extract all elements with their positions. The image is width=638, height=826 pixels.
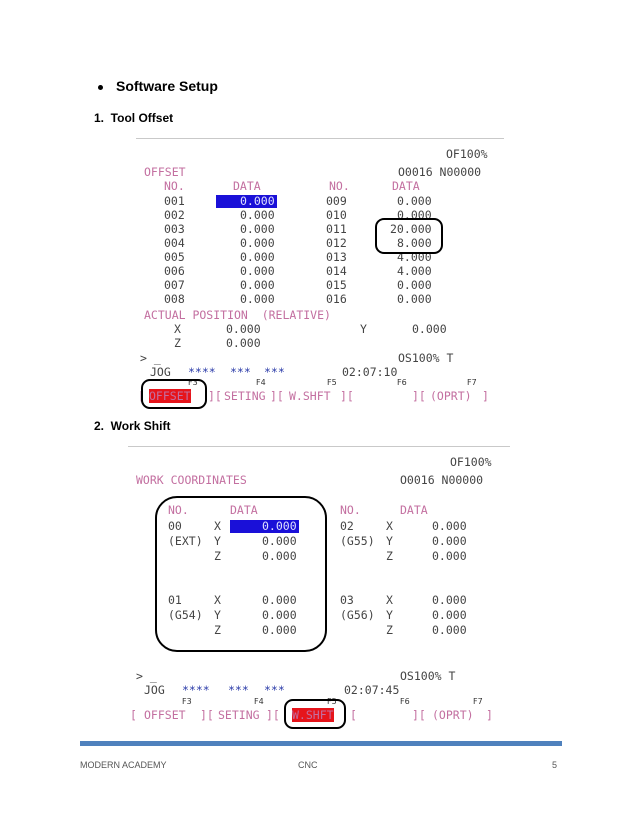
- softkey-seting[interactable]: SETING: [224, 389, 266, 403]
- coord-value[interactable]: 0.000: [262, 549, 297, 563]
- position-value: 0.000: [226, 336, 261, 350]
- row-no: 009: [326, 194, 347, 208]
- softkey-bracket: [: [350, 708, 357, 722]
- row-no: 003: [164, 222, 185, 236]
- page-number: 5: [552, 760, 558, 770]
- coord-number: 01: [168, 593, 182, 607]
- softkey-offset[interactable]: OFFSET: [149, 389, 191, 403]
- fkey-label: F5: [327, 697, 337, 706]
- axis-label: X: [214, 519, 221, 533]
- col-data-2: DATA: [392, 179, 420, 193]
- coord-value[interactable]: 0.000: [432, 608, 467, 622]
- row-no: 014: [326, 264, 347, 278]
- softkey-bracket: ][: [266, 708, 280, 722]
- offset-screen: [136, 138, 506, 404]
- softkey-bracket: ][: [200, 708, 214, 722]
- screen-top-line: [136, 138, 504, 139]
- status-stars: ***: [264, 683, 285, 697]
- subsection-work-shift: 2. Work Shift: [94, 419, 171, 433]
- row-no: 011: [326, 222, 347, 236]
- coord-value[interactable]: 0.000: [432, 623, 467, 637]
- row-no: 004: [164, 236, 185, 250]
- axis-label: Y: [214, 608, 221, 622]
- section-heading: Software Setup: [116, 78, 218, 94]
- softkey-oprt[interactable]: (OPRT): [432, 708, 474, 722]
- row-no: 015: [326, 278, 347, 292]
- fkey-label: F7: [473, 697, 483, 706]
- col-no-2: NO.: [329, 179, 350, 193]
- col-data-2: DATA: [400, 503, 428, 517]
- program-number: O0016 N00000: [398, 165, 482, 179]
- fkey-label: F6: [400, 697, 410, 706]
- fkey-label: F3: [182, 697, 192, 706]
- program-number: O0016 N00000: [400, 473, 484, 487]
- row-no: 016: [326, 292, 347, 306]
- offset-value[interactable]: 0.000: [397, 194, 432, 208]
- row-no: 001: [164, 194, 185, 208]
- fkey-label: F7: [467, 378, 477, 387]
- softkey-seting[interactable]: SETING: [218, 708, 260, 722]
- coord-value[interactable]: 0.000: [262, 593, 297, 607]
- work-coordinates-screen: [128, 446, 512, 728]
- coord-value[interactable]: 0.000: [432, 519, 467, 533]
- footer-center: CNC: [298, 760, 318, 770]
- mode-label: JOG: [150, 365, 171, 379]
- os-percent: OS100% T: [400, 669, 456, 683]
- command-prompt[interactable]: > _: [140, 351, 161, 365]
- row-no: 012: [326, 236, 347, 250]
- coord-value[interactable]: 0.000: [432, 549, 467, 563]
- offset-value[interactable]: 4.000: [397, 250, 432, 264]
- col-no-1: NO.: [164, 179, 185, 193]
- highlight-circle: [375, 218, 443, 254]
- os-percent: OS100% T: [398, 351, 454, 365]
- subsection-tool-offset: 1. Tool Offset: [94, 111, 174, 125]
- coord-value-selected[interactable]: 0.000: [230, 520, 299, 533]
- row-no: 005: [164, 250, 185, 264]
- offset-value[interactable]: 0.000: [397, 208, 432, 222]
- offset-value[interactable]: 0.000: [397, 292, 432, 306]
- clock: 02:07:10: [342, 365, 398, 379]
- of-percent: OF100%: [446, 147, 488, 161]
- axis-label: X: [214, 593, 221, 607]
- offset-value[interactable]: 0.000: [240, 222, 275, 236]
- axis-label: X: [174, 322, 181, 336]
- offset-value[interactable]: 0.000: [397, 278, 432, 292]
- row-no: 008: [164, 292, 185, 306]
- softkey-bracket: ]: [482, 389, 489, 403]
- axis-label: Z: [214, 623, 221, 637]
- offset-value[interactable]: 0.000: [240, 264, 275, 278]
- coord-name: (G56): [340, 608, 375, 622]
- screen-title: OFFSET: [144, 165, 186, 179]
- axis-label: X: [386, 593, 393, 607]
- coord-value[interactable]: 0.000: [432, 534, 467, 548]
- axis-label: Z: [386, 549, 393, 563]
- coord-name: (G54): [168, 608, 203, 622]
- softkey-bracket: [: [130, 708, 137, 722]
- offset-value[interactable]: 0.000: [240, 208, 275, 222]
- fkey-label: F4: [254, 697, 264, 706]
- coord-value[interactable]: 0.000: [262, 534, 297, 548]
- softkey-offset[interactable]: OFFSET: [144, 708, 186, 722]
- axis-label: Z: [386, 623, 393, 637]
- offset-value[interactable]: 4.000: [397, 264, 432, 278]
- coord-value[interactable]: 0.000: [262, 608, 297, 622]
- status-stars: ****: [182, 683, 210, 697]
- axis-label: Z: [174, 336, 181, 350]
- mode-label: JOG: [144, 683, 165, 697]
- axis-label: Y: [386, 608, 393, 622]
- highlight-circle: [284, 699, 346, 729]
- coord-value[interactable]: 0.000: [432, 593, 467, 607]
- col-no-1: NO.: [168, 503, 189, 517]
- softkey-bracket: ][: [270, 389, 284, 403]
- coord-number: 03: [340, 593, 354, 607]
- col-data-1: DATA: [233, 179, 261, 193]
- softkey-bracket: [: [138, 389, 145, 403]
- row-no: 007: [164, 278, 185, 292]
- fkey-label: F5: [327, 378, 337, 387]
- axis-label: Y: [360, 322, 367, 336]
- row-no: 002: [164, 208, 185, 222]
- offset-value[interactable]: 20.000: [390, 222, 432, 236]
- position-value: 0.000: [412, 322, 447, 336]
- status-stars: ***: [228, 683, 249, 697]
- axis-label: Y: [386, 534, 393, 548]
- status-stars: ***: [264, 365, 285, 379]
- fkey-label: F6: [397, 378, 407, 387]
- axis-label: X: [386, 519, 393, 533]
- footer-left: MODERN ACADEMY: [80, 760, 167, 770]
- command-prompt[interactable]: > _: [136, 669, 157, 683]
- softkey-wshft[interactable]: W.SHFT: [289, 389, 331, 403]
- softkey-bracket: ][: [340, 389, 354, 403]
- softkey-oprt[interactable]: (OPRT): [430, 389, 472, 403]
- fkey-label: F3: [188, 378, 198, 387]
- highlight-box: [155, 496, 327, 652]
- col-no-2: NO.: [340, 503, 361, 517]
- coord-number: 00: [168, 519, 182, 533]
- footer-bar: [80, 741, 562, 746]
- offset-value[interactable]: 0.000: [240, 278, 275, 292]
- coord-value[interactable]: 0.000: [262, 623, 297, 637]
- offset-value-selected[interactable]: 0.000: [216, 195, 277, 208]
- softkey-wshft[interactable]: W.SHFT: [292, 708, 334, 722]
- softkey-bracket: ][: [208, 389, 222, 403]
- row-no: 006: [164, 264, 185, 278]
- screen-top-line: [128, 446, 510, 447]
- softkey-bracket: ][: [412, 708, 426, 722]
- highlight-circle: [141, 379, 207, 409]
- axis-label: Y: [214, 534, 221, 548]
- fkey-label: F4: [256, 378, 266, 387]
- offset-value[interactable]: 8.000: [397, 236, 432, 250]
- offset-value[interactable]: 0.000: [240, 250, 275, 264]
- softkey-bracket: ][: [412, 389, 426, 403]
- clock: 02:07:45: [344, 683, 400, 697]
- offset-value[interactable]: 0.000: [240, 292, 275, 306]
- offset-value[interactable]: 0.000: [240, 236, 275, 250]
- row-no: 010: [326, 208, 347, 222]
- coord-name: (G55): [340, 534, 375, 548]
- coord-number: 02: [340, 519, 354, 533]
- status-stars: ****: [188, 365, 216, 379]
- bullet-icon: [98, 85, 103, 90]
- col-data-1: DATA: [230, 503, 258, 517]
- axis-label: Z: [214, 549, 221, 563]
- row-no: 013: [326, 250, 347, 264]
- of-percent: OF100%: [450, 455, 492, 469]
- coord-name: (EXT): [168, 534, 203, 548]
- softkey-bracket: ]: [486, 708, 493, 722]
- position-value: 0.000: [226, 322, 261, 336]
- actual-position-label: ACTUAL POSITION (RELATIVE): [144, 308, 331, 322]
- screen-title: WORK COORDINATES: [136, 473, 247, 487]
- status-stars: ***: [230, 365, 251, 379]
